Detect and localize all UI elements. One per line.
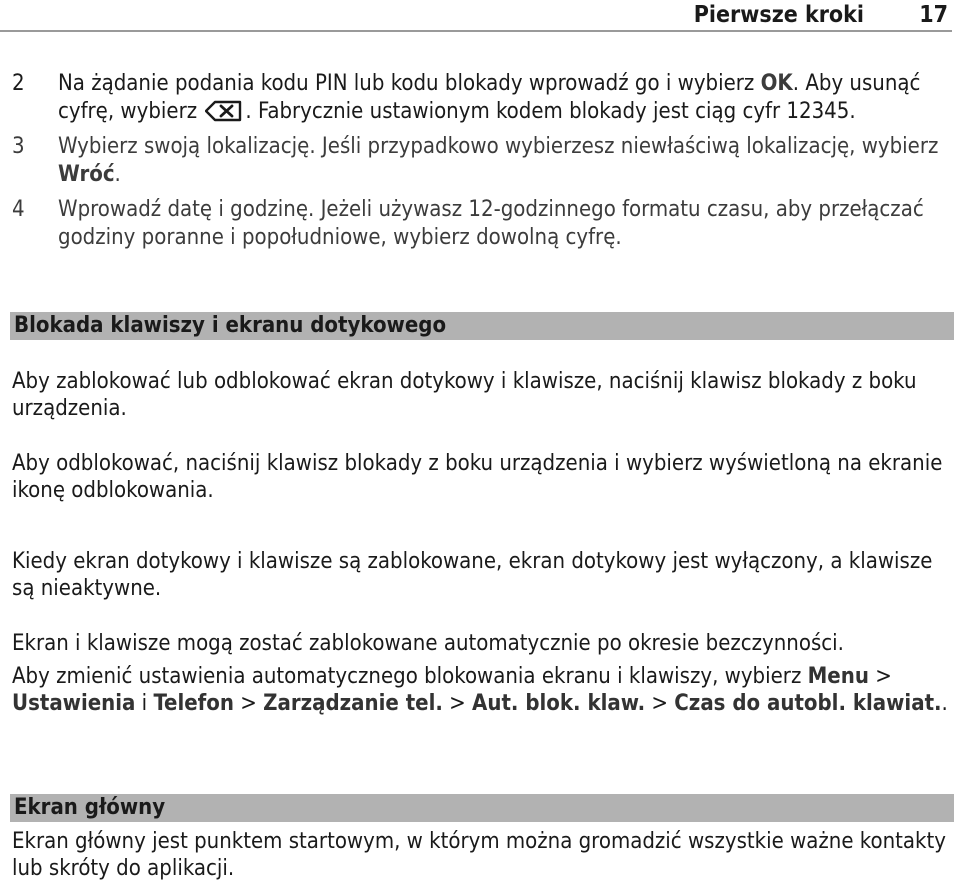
- page-number: 17: [919, 2, 948, 28]
- step-4: 4 Wprowadź datę i godzinę. Jeżeli używasz 12-godzinnego formatu czasu, aby przełączać godziny poranne i popołudniowe, wybierz dowolną cyfrę.: [12, 197, 924, 250]
- paragraph-home-screen: Ekran główny jest punktem startowym, w którym można gromadzić wszystkie ważne kontakty lub skróty do aplikacji.: [12, 829, 946, 881]
- menu-path-czas: Czas do autobl. klawiat.: [674, 691, 942, 716]
- paragraph-auto-lock-settings: Aby zmienić ustawienia automatycznego blokowania ekranu i klawiszy, wybierz Menu > Ustawienia i Telefon > Zarządzanie tel. > Aut. blok. klaw. > Czas do autobl. klawiat..: [12, 664, 948, 716]
- menu-path-menu: Menu: [807, 664, 869, 689]
- step-number: 4: [12, 197, 25, 222]
- backspace-delete-icon: [205, 100, 243, 122]
- step-3: 3 Wybierz swoją lokalizację. Jeśli przypadkowo wybierzesz niewłaściwą lokalizację, wybierz Wróć.: [12, 134, 939, 187]
- menu-path-zarzadzanie: Zarządzanie tel.: [263, 691, 443, 716]
- paragraph-locked-state: Kiedy ekran dotykowy i klawisze są zablokowane, ekran dotykowy jest wyłączony, a klawisze są nieaktywne.: [12, 549, 933, 601]
- section-heading-home-screen: Ekran główny: [10, 794, 954, 822]
- section-heading-lock: Blokada klawiszy i ekranu dotykowego: [10, 312, 954, 340]
- paragraph-lock-toggle: Aby zablokować lub odblokować ekran dotykowy i klawisze, naciśnij klawisz blokady z boku urządzenia.: [12, 369, 917, 421]
- step-number: 3: [12, 134, 25, 159]
- step-number: 2: [12, 71, 25, 96]
- step-2: 2 Na żądanie podania kodu PIN lub kodu blokady wprowadź go i wybierz OK. Aby usunąć cyfrę, wybierz . Fabrycznie ustawionym kodem blokady jest ciąg cyfr 12345.: [12, 71, 921, 124]
- step-list: [12, 70, 942, 259]
- paragraph-unlock: Aby odblokować, naciśnij klawisz blokady z boku urządzenia i wybierz wyświetloną na ekranie ikonę odblokowania.: [12, 451, 943, 503]
- back-key-label: Wróć: [58, 162, 115, 187]
- running-header: [0, 0, 952, 32]
- menu-path-ustawienia: Ustawienia: [12, 691, 136, 716]
- ok-key-label: OK: [760, 71, 793, 96]
- paragraph-auto-lock: Ekran i klawisze mogą zostać zablokowane automatycznie po okresie bezczynności.: [12, 631, 844, 656]
- menu-path-telefon: Telefon: [153, 691, 234, 716]
- menu-path-aut-blok: Aut. blok. klaw.: [472, 691, 646, 716]
- chapter-title: Pierwsze kroki: [693, 2, 864, 28]
